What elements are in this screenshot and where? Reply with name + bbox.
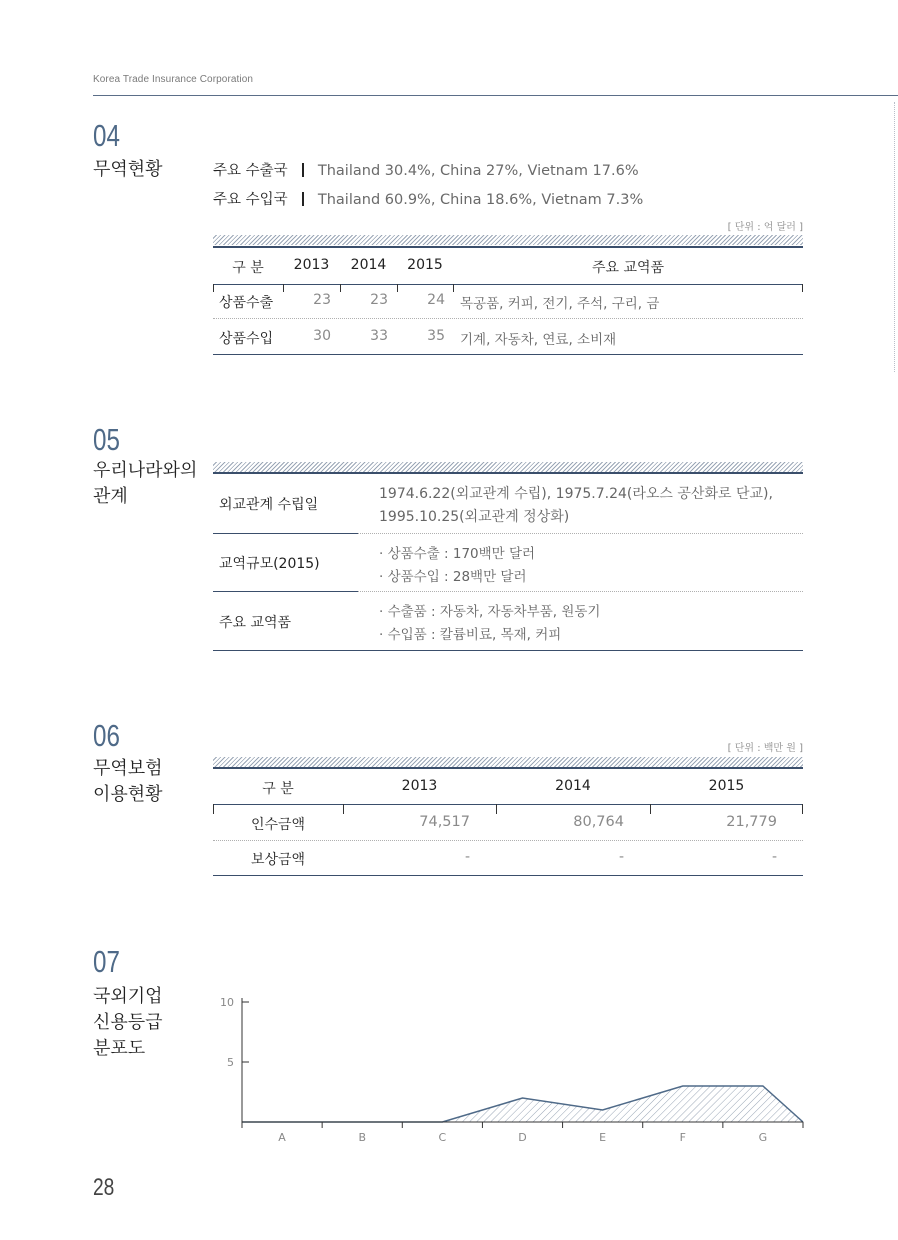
section-07-title-line3: 분포도 <box>93 1038 146 1059</box>
section-05-title-line1: 우리나라와의 <box>93 460 198 481</box>
cell-value: - <box>618 849 624 865</box>
section-06-title-line1: 무역보험 <box>93 758 163 779</box>
section-07-title-line1: 국외기업 <box>93 986 163 1007</box>
section-05-number: 05 <box>93 422 120 457</box>
section-04-title: 무역현황 <box>93 159 163 180</box>
section-06-number: 06 <box>93 718 120 753</box>
x-tick-label: D <box>518 1131 527 1144</box>
x-tick-label: F <box>679 1131 686 1144</box>
x-tick-label: C <box>438 1131 447 1144</box>
cell-value: 24 <box>427 292 445 308</box>
export-value: Thailand 30.4%, China 27%, Vietnam 17.6% <box>317 163 639 179</box>
import-value: Thailand 60.9%, China 18.6%, Vietnam 7.3% <box>317 192 644 208</box>
section-05-title-line2: 관계 <box>93 486 128 507</box>
sec04-unit: [ 단위 : 억 달러 ] <box>727 222 803 233</box>
cell-value: - <box>464 849 470 865</box>
row-label-diplomatic: 외교관계 수립일 <box>219 497 319 513</box>
trade-volume-line2: · 상품수입 : 28백만 달러 <box>379 569 527 585</box>
x-tick-label: E <box>599 1131 607 1144</box>
row-label-underwriting: 인수금액 <box>250 817 306 833</box>
section-06-title-line2: 이용현황 <box>93 784 163 805</box>
col-header-2015: 2015 <box>407 257 443 273</box>
col-header-items: 주요 교역품 <box>591 260 665 276</box>
cell-items: 목공품, 커피, 전기, 주석, 구리, 금 <box>460 296 660 312</box>
main-items-line2: · 수입품 : 칼륨비료, 목재, 커피 <box>379 627 562 643</box>
cell-value: 80,764 <box>573 814 624 830</box>
cell-items: 기계, 자동차, 연료, 소비재 <box>460 332 617 348</box>
y-tick-label: 10 <box>220 996 234 1009</box>
x-tick-label: B <box>358 1131 366 1144</box>
sec06-unit: [ 단위 : 백만 원 ] <box>727 743 803 754</box>
header-org-name: Korea Trade Insurance Corporation <box>93 74 254 85</box>
cell-value: 33 <box>370 328 388 344</box>
x-tick-label: A <box>278 1131 286 1144</box>
page-number: 28 <box>93 1174 115 1201</box>
trade-volume-line1: · 상품수출 : 170백만 달러 <box>379 546 536 562</box>
x-tick-label: G <box>758 1131 768 1144</box>
diplomatic-line1: 1974.6.22(외교관계 수립), 1975.7.24(라오스 공산화로 단교), <box>379 486 773 502</box>
export-label: 주요 수출국 <box>213 163 288 179</box>
col-header-2013: 2013 <box>293 257 330 273</box>
row-label-compensation: 보상금액 <box>250 852 306 868</box>
col-header-category: 구 분 <box>262 781 294 797</box>
import-label: 주요 수입국 <box>213 192 288 208</box>
col-header-category: 구 분 <box>232 260 264 276</box>
cell-value: 35 <box>427 328 445 344</box>
row-label-main-items: 주요 교역품 <box>219 615 292 631</box>
cell-value: 23 <box>370 292 388 308</box>
row-label-trade-volume: 교역규모(2015) <box>219 556 320 572</box>
col-header-2014: 2014 <box>555 778 591 794</box>
cell-value: 74,517 <box>419 814 470 830</box>
col-header-2014: 2014 <box>350 257 387 273</box>
diplomatic-line2: 1995.10.25(외교관계 정상화) <box>379 509 570 525</box>
section-07-title-line2: 신용등급 <box>93 1012 163 1033</box>
cell-value: - <box>771 849 777 865</box>
y-tick-label: 5 <box>227 1056 234 1069</box>
col-header-2013: 2013 <box>401 778 438 794</box>
row-label-imports: 상품수입 <box>219 331 274 347</box>
col-header-2015: 2015 <box>708 778 745 794</box>
series-area-fill <box>242 1086 803 1122</box>
row-label-exports: 상품수출 <box>219 295 274 311</box>
section-07-number: 07 <box>93 944 120 979</box>
cell-value: 23 <box>313 292 331 308</box>
main-items-line1: · 수출품 : 자동차, 자동차부품, 원동기 <box>379 604 601 620</box>
cell-value: 21,779 <box>726 814 777 830</box>
cell-value: 30 <box>313 328 331 344</box>
section-04-number: 04 <box>93 118 120 153</box>
